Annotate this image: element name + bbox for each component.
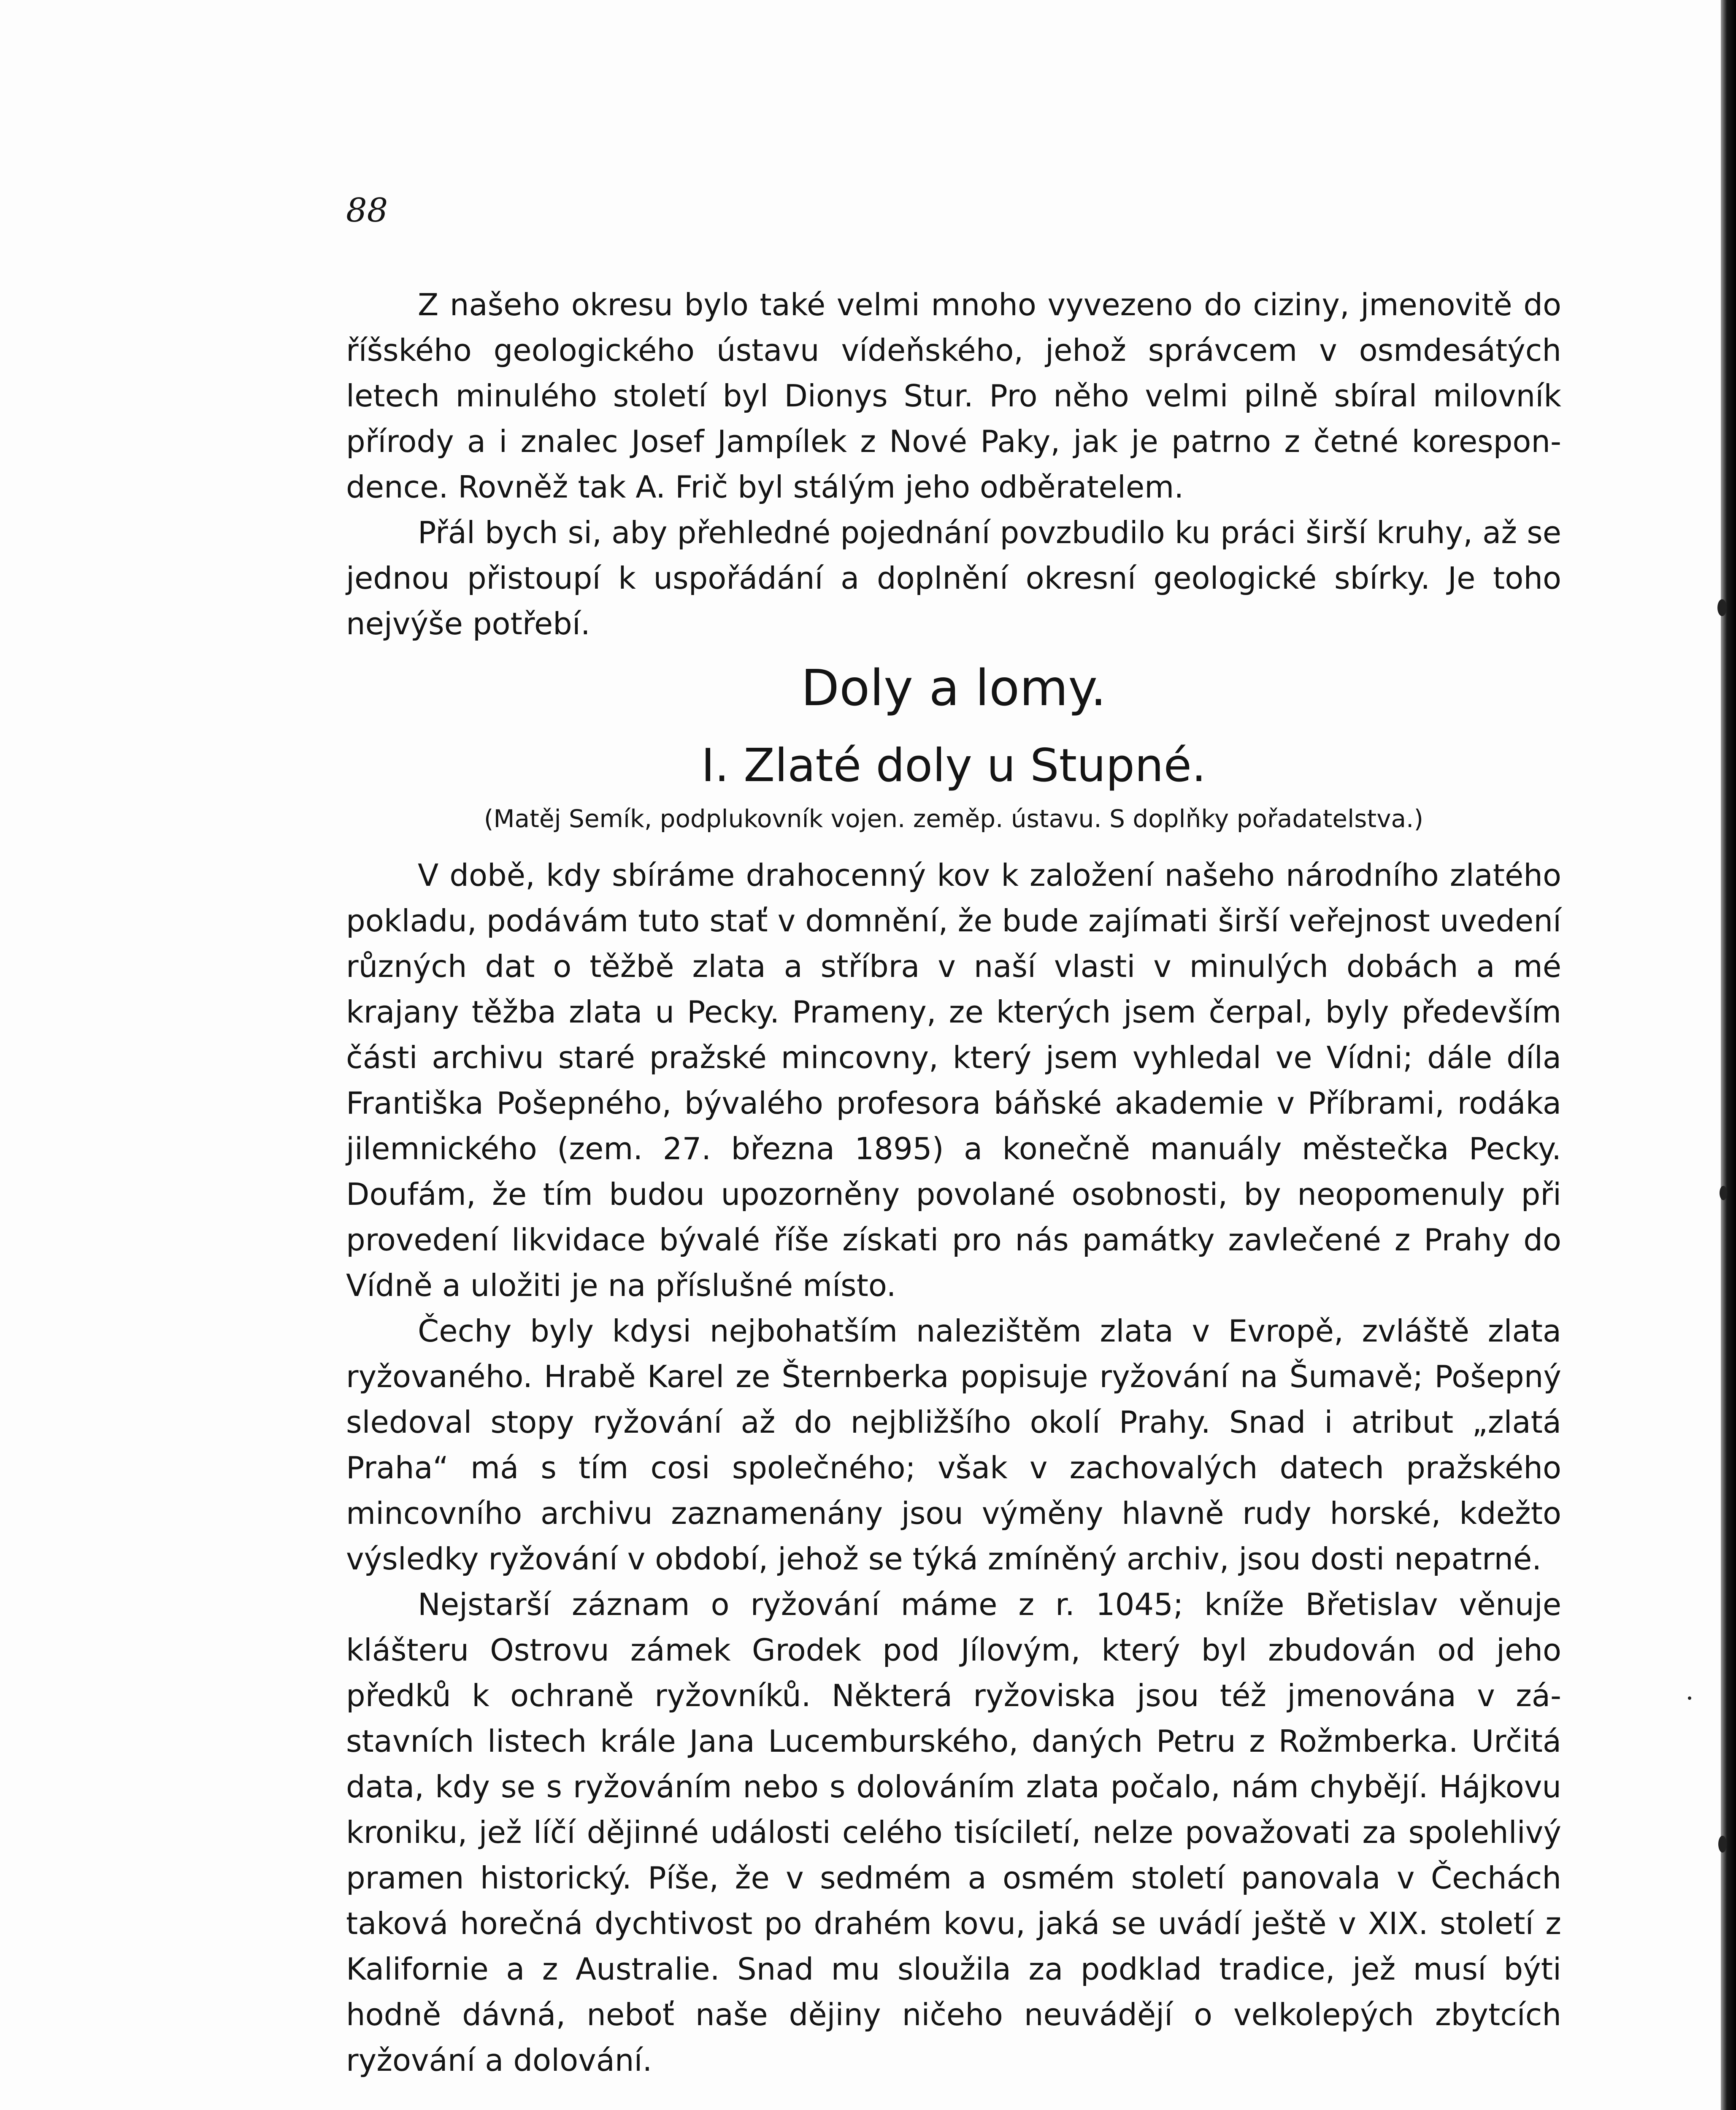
page-number: 88 <box>346 192 388 230</box>
paragraph: Nejstarší záznam o ryžování máme z r. 1045; kníže Břetislav věnuje klášteru Ostrovu zámek Grodek pod Jílovým, který byl zbudován od jeho předků k ochraně ryžovníků. Některá ryžoviska jsou též jmenována v zástavních listech krále Jana Lucemburského, daných Petru z Rožmberka. Určitá data, kdy se s ryžováním nebo s dolováním zlata počalo, nám chybějí. Hájkovu kroniku, jež líčí dějinné události celého tisíciletí, nelze považovati za spolehlivý pramen historický. Píše, že v sedmém a osmém století panovala v Čechách taková horečná dychtivost po drahém kovu, jaká se uvádí ještě v XIX. století z Kalifornie a z Australie. Snad mu sloužila za podklad tradice, jež musí býti hodně dávná, neboť naše dějiny ničeho neuvádějí o velkolepých zbytcích ryžování a dolování. <box>346 1587 1561 2078</box>
section-subtitle: I. Zlaté doly u Stupné. <box>701 739 1206 792</box>
paragraph: V době, kdy sbíráme drahocenný kov k založení našeho národního zlatého pokladu, podávám tuto stať v domnění, že bude zajímati širší veřejnost uvedení různých dat o těžbě zlata a stříbra v naší vlasti v minulých dobách a mé krajany těžba zlata u Pecky. Prameny, ze kterých jsem čerpal, byly především části archivu staré pražské mincovny, který jsem vyhledal ve Vídni; dále díla Františka Pošepného, bývalého profesora báňské akademie v Příbrami, rodáka jilemnického (zem. 27. března 1895) a konečně manuály městečka Pecky. Doufám, že tím budou upozorněny povolané osobnosti, by neopomenuly při provedení likvidace bývalé říše získati pro nás památky zavlečené z Prahy do Vídně a uložiti je na příslušné místo. <box>346 858 1561 1303</box>
scan-speck <box>1717 599 1727 616</box>
scan-speck <box>1718 1836 1727 1853</box>
scan-edge <box>1721 0 1736 2110</box>
byline: (Matěj Semík, podplukovník vojen. zeměp. ústavu. S doplňky pořadatelstva.) <box>484 804 1424 833</box>
paragraph: Čechy byly kdysi nejbohatším nalezištěm zlata v Evropě, zvláště zlata ryžovaného. Hrabě Karel ze Šternberka popisuje ryžování na Šumavě; Pošepný sledoval stopy ryžování až do nejbližšího okolí Prahy. Snad i atribut „zlatá Praha“ má s tím cosi společného; však v zachovalých datech pražského mincovního archivu zaznamenány jsou výměny hlavně rudy horské, kdežto výsledky ryžování v období, jehož se týká zmíněný archiv, jsou dosti nepatrné. <box>346 1313 1561 1577</box>
section-title: Doly a lomy. <box>801 659 1106 717</box>
body-text <box>346 852 1561 2083</box>
scan-speck <box>1720 1186 1727 1200</box>
paragraph: Přál bych si, aby přehledné pojednání povzbudilo ku práci širší kruhy, až se jednou přistoupí k uspořádání a doplnění okresní geologické sbírky. Je toho nejvýše potřebí. <box>346 515 1561 641</box>
paragraph: Z našeho okresu bylo také velmi mnoho vyvezeno do ciziny, jmenovitě do říšského geologického ústavu vídeňského, jehož správcem v osmdesátých letech minulého století byl Dionys Stur. Pro něho velmi pilně sbíral milovník přírody a i znalec Josef Jampílek z Nové Paky, jak je patrno z četné korespondence. Rovněž tak A. Frič byl stálým jeho odběratelem. <box>346 287 1561 505</box>
scan-speck <box>1688 1696 1691 1700</box>
intro-text <box>346 282 1561 647</box>
